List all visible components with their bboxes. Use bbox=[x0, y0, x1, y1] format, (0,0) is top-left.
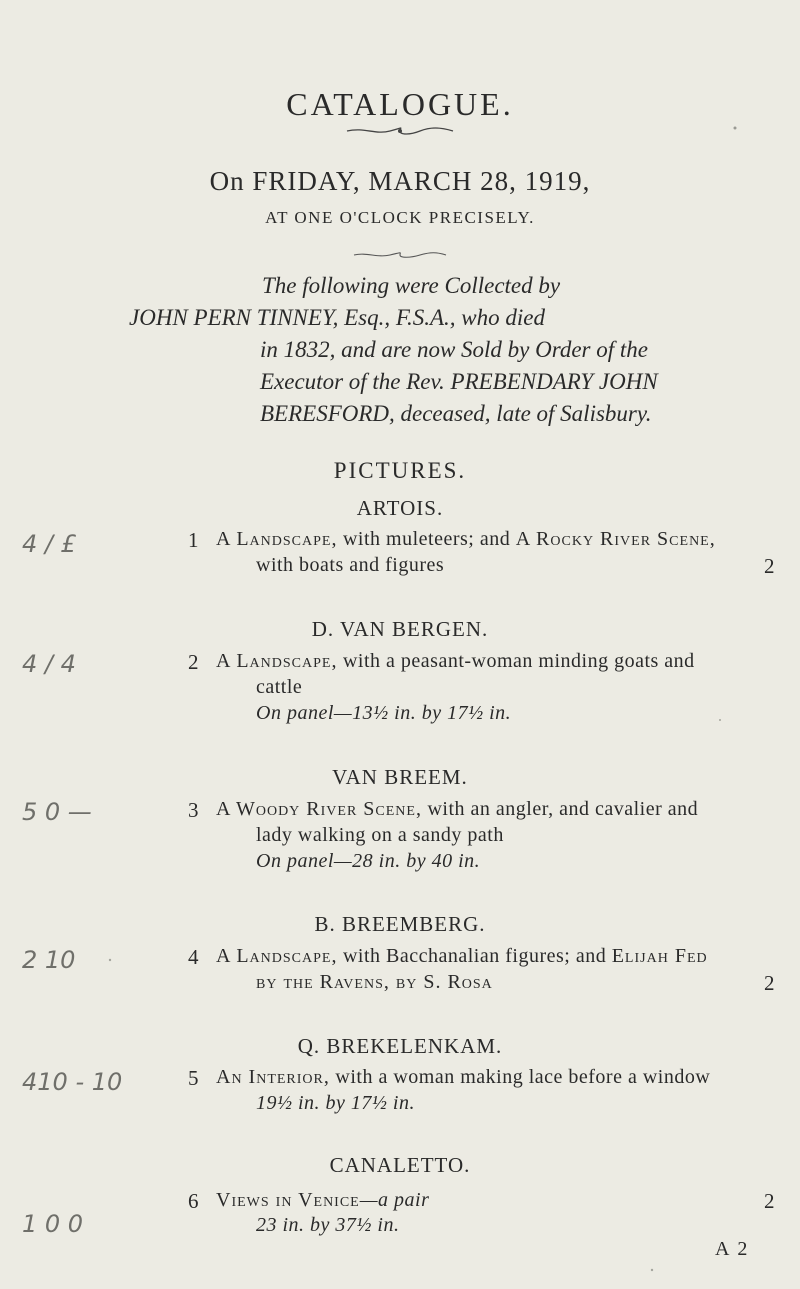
lot-title: An Interior, bbox=[216, 1066, 330, 1088]
lot-artist: Q. BREKELENKAM. bbox=[297, 1034, 503, 1058]
lot-artist: D. VAN BERGEN. bbox=[311, 617, 489, 641]
lot-dimensions: 23 in. by 37½ in. bbox=[256, 1214, 400, 1236]
intro-line-3: in 1832, and are now Sold by Order of the bbox=[260, 337, 648, 362]
lot-artist: CANALETTO. bbox=[329, 1153, 471, 1177]
margin-annotation: 4 / £ bbox=[22, 530, 76, 558]
lot-description bbox=[216, 650, 695, 673]
margin-annotation: 4 / 4 bbox=[22, 650, 76, 678]
intro-line-5: BERESFORD, deceased, late of Salisbury. bbox=[260, 401, 652, 426]
lot-description-line-2: with boats and figures bbox=[256, 554, 445, 576]
signature-mark: A 2 bbox=[715, 1238, 750, 1260]
lot-quantity: 2 bbox=[764, 971, 775, 995]
catalogue-title: CATALOGUE. bbox=[286, 86, 514, 122]
lot-description bbox=[216, 945, 708, 968]
margin-annotation: 1 0 0 bbox=[22, 1210, 84, 1238]
lot-quantity: 2 bbox=[764, 1189, 775, 1213]
lot-title: A Landscape, bbox=[216, 528, 338, 550]
lot-description bbox=[216, 1066, 710, 1089]
lot-title: A Landscape, bbox=[216, 945, 338, 967]
lot-number: 2 bbox=[188, 650, 199, 674]
margin-annotation: 5 0 — bbox=[22, 798, 92, 826]
lot-number: 5 bbox=[188, 1066, 199, 1090]
lot-description bbox=[216, 798, 698, 821]
sale-time: AT ONE O'CLOCK PRECISELY. bbox=[265, 208, 535, 227]
lot-number: 4 bbox=[188, 945, 199, 969]
lot-detail: with a peasant-woman minding goats and bbox=[337, 650, 695, 672]
margin-annotation: 410 - 10 bbox=[22, 1068, 123, 1096]
lot-description bbox=[216, 1189, 429, 1212]
lot-detail: with a woman making lace before a window bbox=[329, 1066, 711, 1088]
flourish-top bbox=[345, 125, 455, 137]
sale-date: On FRIDAY, MARCH 28, 1919, bbox=[209, 166, 591, 196]
lot-detail: with Bacchanalian figures; and bbox=[337, 945, 612, 967]
lot-description-line-2: by the Ravens, by S. Rosa bbox=[256, 971, 493, 993]
intro-line-4: Executor of the Rev. PREBENDARY JOHN bbox=[260, 369, 658, 394]
lot-dimensions: On panel—28 in. by 40 in. bbox=[256, 850, 481, 872]
lot-number: 6 bbox=[188, 1189, 199, 1213]
lot-dimensions: 19½ in. by 17½ in. bbox=[256, 1092, 415, 1114]
lot-description-line-2: lady walking on a sandy path bbox=[256, 824, 504, 846]
lot-description-line-2: cattle bbox=[256, 676, 303, 698]
lot-detail: —a pair bbox=[359, 1189, 430, 1211]
intro-line-2: JOHN PERN TINNEY, Esq., F.S.A., who died bbox=[129, 305, 545, 330]
lot-artist: B. BREEMBERG. bbox=[314, 912, 486, 936]
intro-line-1: The following were Collected by bbox=[262, 273, 561, 298]
lot-title-2: Elijah Fed bbox=[611, 945, 708, 967]
section-title: PICTURES. bbox=[333, 458, 467, 483]
lot-title: Views in Venice bbox=[216, 1189, 360, 1211]
lot-number: 1 bbox=[188, 528, 199, 552]
lot-title: A Landscape, bbox=[216, 650, 338, 672]
lot-detail: with muleteers; and bbox=[337, 528, 516, 550]
lot-dimensions: On panel—13½ in. by 17½ in. bbox=[256, 702, 512, 724]
lot-quantity: 2 bbox=[764, 554, 775, 578]
lot-detail: with an angler, and cavalier and bbox=[421, 798, 699, 820]
lot-title: A Woody River Scene, bbox=[216, 798, 422, 820]
lot-description bbox=[216, 528, 716, 551]
margin-annotation: 2 10 bbox=[22, 946, 76, 974]
lot-number: 3 bbox=[188, 798, 199, 822]
collection-intro bbox=[0, 270, 800, 430]
lot-artist: VAN BREEM. bbox=[332, 765, 468, 789]
lot-artist: ARTOIS. bbox=[356, 496, 444, 520]
lot-title-2: A Rocky River Scene, bbox=[515, 528, 716, 550]
flourish-middle bbox=[352, 250, 448, 260]
